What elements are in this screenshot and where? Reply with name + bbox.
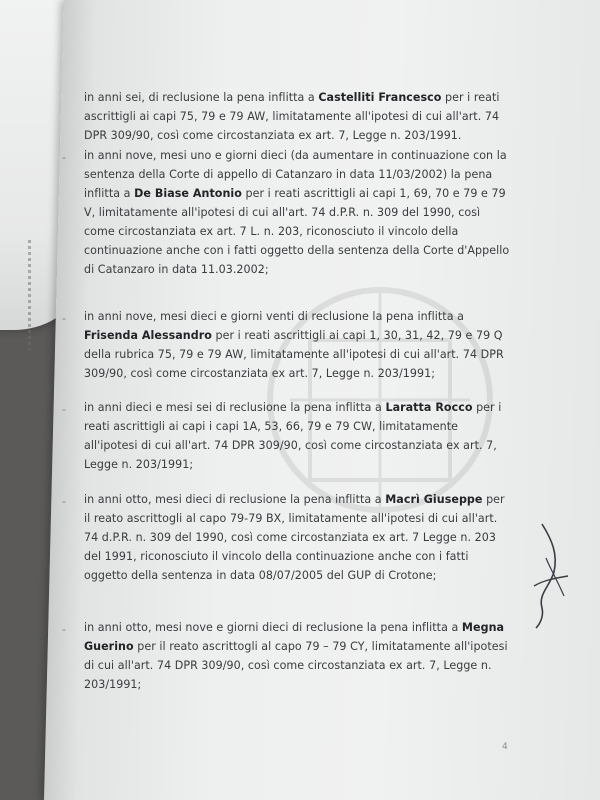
- page-edge-stamp: [28, 240, 31, 350]
- defendant-name: Castelliti Francesco: [318, 91, 442, 104]
- entry-text-suffix: per il reato ascrittogli al capo 79-79 BX, limitatamente all'ipotesi di cui all'art. 74 d.P.R. n. 309 del 1990, così come circostanziata ex art. 7 Legge n. 203 del 1991, riconosciuto il vincolo della continuazione anche con i fatti oggetto della sentenza in data 08/07/2005 del GUP di Crotone;: [84, 493, 505, 582]
- sentence-entry: [62, 490, 514, 585]
- entry-text-suffix: per i reati ascrittigli ai capi 1, 30, 31, 42, 79 e 79 Q della rubrica 75, 79 e 79 AW, limitatamente all'ipotesi di cui all'art. 74 DPR 309/90, così come circostanziata ex art. 7, Legge n. 203/1991;: [84, 329, 504, 380]
- entry-text-suffix: per i reati ascrittigli ai capi 1, 69, 70 e 79 e 79 V, limitatamente all'ipotesi di cui all'art. 74 d.P.R. n. 309 del 1990, così come circostanziata ex art. 7 L. n. 203, riconosciuto il vincolo della continuazione anche con i fatti oggetto della sentenza della Corte d'Appello di Catanzaro in data 11.03.2002;: [84, 187, 510, 276]
- defendant-name: Macrì Giuseppe: [385, 493, 483, 506]
- entry-text-prefix: in anni otto, mesi nove e giorni dieci di reclusione la pena inflitta a: [84, 621, 462, 634]
- entry-text-prefix: in anni otto, mesi dieci di reclusione la pena inflitta a: [84, 493, 386, 506]
- entry-text-suffix: per i reati ascrittigli ai capi 75, 79 e 79 AW, limitatamente all'ipotesi di cui all'art. 74 DPR 309/90, così come circostanziata ex art. 7, Legge n. 203/1991.: [84, 91, 500, 142]
- entry-text-prefix: in anni dieci e mesi sei di reclusione la pena inflitta a: [84, 401, 386, 414]
- entry-text-suffix: per il reato ascrittogli al capo 79 – 79 CY, limitatamente all'ipotesi di cui all'art. 74 DPR 309/90, così come circostanziata ex art. 7, Legge n. 203/1991;: [84, 640, 508, 691]
- entry-text-prefix: in anni nove, mesi uno e giorni dieci (da aumentare in continuazione con la sentenza della Corte di appello di Catanzaro in data 11/03/2002) la pena inflitta a: [84, 149, 507, 200]
- defendant-name: Frisenda Alessandro: [84, 329, 212, 342]
- list-dash: -: [62, 495, 67, 508]
- sentence-entry: [84, 88, 514, 145]
- entry-text-prefix: in anni sei, di reclusione la pena inflitta a: [84, 91, 319, 104]
- sentence-entry: [62, 146, 514, 279]
- list-dash: -: [62, 312, 67, 325]
- handwritten-initials: [528, 520, 572, 630]
- sentence-entry: [62, 618, 514, 694]
- defendant-name: De Biase Antonio: [134, 187, 242, 200]
- defendant-name: Megna Guerino: [84, 621, 505, 653]
- defendant-name: Laratta Rocco: [385, 401, 473, 414]
- list-dash: -: [62, 151, 67, 164]
- entry-text-suffix: per i reati ascrittigli ai capi i capi 1A, 53, 66, 79 e 79 CW, limitatamente all'ipotesi di cui all'art. 74 DPR 309/90, così come circostanziata ex art. 7, Legge n. 203/1991;: [84, 401, 502, 471]
- list-dash: -: [62, 403, 67, 416]
- entry-text-prefix: in anni nove, mesi dieci e giorni venti di reclusione la pena inflitta a: [84, 310, 464, 323]
- page-number: 4: [502, 742, 508, 752]
- sentence-entry: [62, 398, 514, 474]
- sentence-entry: [62, 307, 514, 383]
- list-dash: -: [62, 623, 67, 636]
